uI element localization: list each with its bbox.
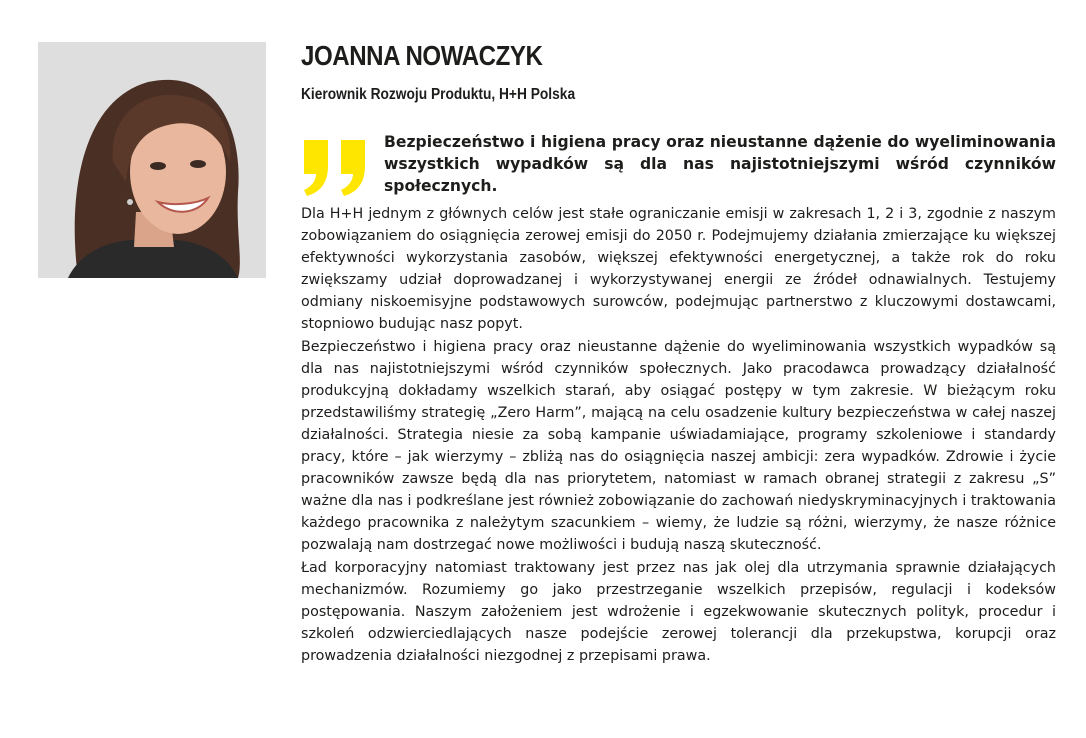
body-paragraph: Ład korporacyjny natomiast traktowany jest przez nas jak olej dla utrzymania sprawnie działających mechanizmów. Rozumiemy go jako przestrzeganie wszelkich przepisów, regulacji i kodeksów postępowania. Naszym założeniem jest wdrożenie i egzekwowanie skutecznych polityk, procedur i szkoleń odzwierciedlających nasze podejście zerowej tolerancji dla przekupstwa, korupcji oraz prowadzenia działalności niezgodnej z przepisami prawa. [301, 559, 1056, 664]
person-name: JOANNA NOWACZYK [301, 40, 543, 71]
portrait-photo [38, 42, 266, 278]
portrait-illustration [38, 42, 266, 278]
body-paragraph: Dla H+H jednym z głównych celów jest stałe ograniczanie emisji w zakresach 1, 2 i 3, zgodnie z naszym zobowiązaniem do osiągnięcia zerowej emisji do 2050 r. Podejmujemy działania zmierzające ku większej efektywności wykorzystania zasobów, większej efektywności energetycznej, a także rok do roku zwiększamy udział doprowadzanej i wykorzystywanej energii ze źródeł odnawialnych. Testujemy odmiany niskoemisyjne podstawowych surowców, podejmując partnerstwo z kluczowymi dostawcami, stopniowo budując nasz popyt. [301, 206, 1056, 333]
pull-quote: Bezpieczeństwo i higiena pracy oraz nieustanne dążenie do wyeliminowania wszystkich wypadków są dla nas najistotniejszymi wśród czynników społecznych. [384, 133, 1056, 195]
person-role: Kierownik Rozwoju Produktu, H+H Polska [301, 86, 576, 103]
article-body [301, 203, 1056, 667]
quote-icon [301, 136, 371, 198]
body-paragraph: Bezpieczeństwo i higiena pracy oraz nieustanne dążenie do wyeliminowania wszystkich wypadków są dla nas najistotniejszymi wśród czynników społecznych. Jako pracodawca prowadzący działalność produkcyjną dokładamy wszelkich starań, aby osiągać postępy w tym zakresie. W bieżącym roku przedstawiliśmy strategię „Zero Harm”, mającą na celu osadzenie kultury bezpieczeństwa w całej naszej działalności. Strategia niesie za sobą kampanie uświadamiające, programy szkoleniowe i standardy pracy, które – jak wierzymy – zbliżą nas do osiągnięcia naszej ambicji: zera wypadków. Zdrowie i życie pracowników zawsze będą dla nas priorytetem, natomiast w ramach obranej strategii z zakresu „S” ważne dla nas i podkreślane jest również zobowiązanie do zachowań niedyskryminacyjnych i traktowania każdego pracownika z należytym szacunkiem – wiemy, że ludzie są różni, wierzymy, że nasze różnice pozwalają nam dostrzegać nowe możliwości i budują naszą skuteczność. [301, 338, 1056, 554]
